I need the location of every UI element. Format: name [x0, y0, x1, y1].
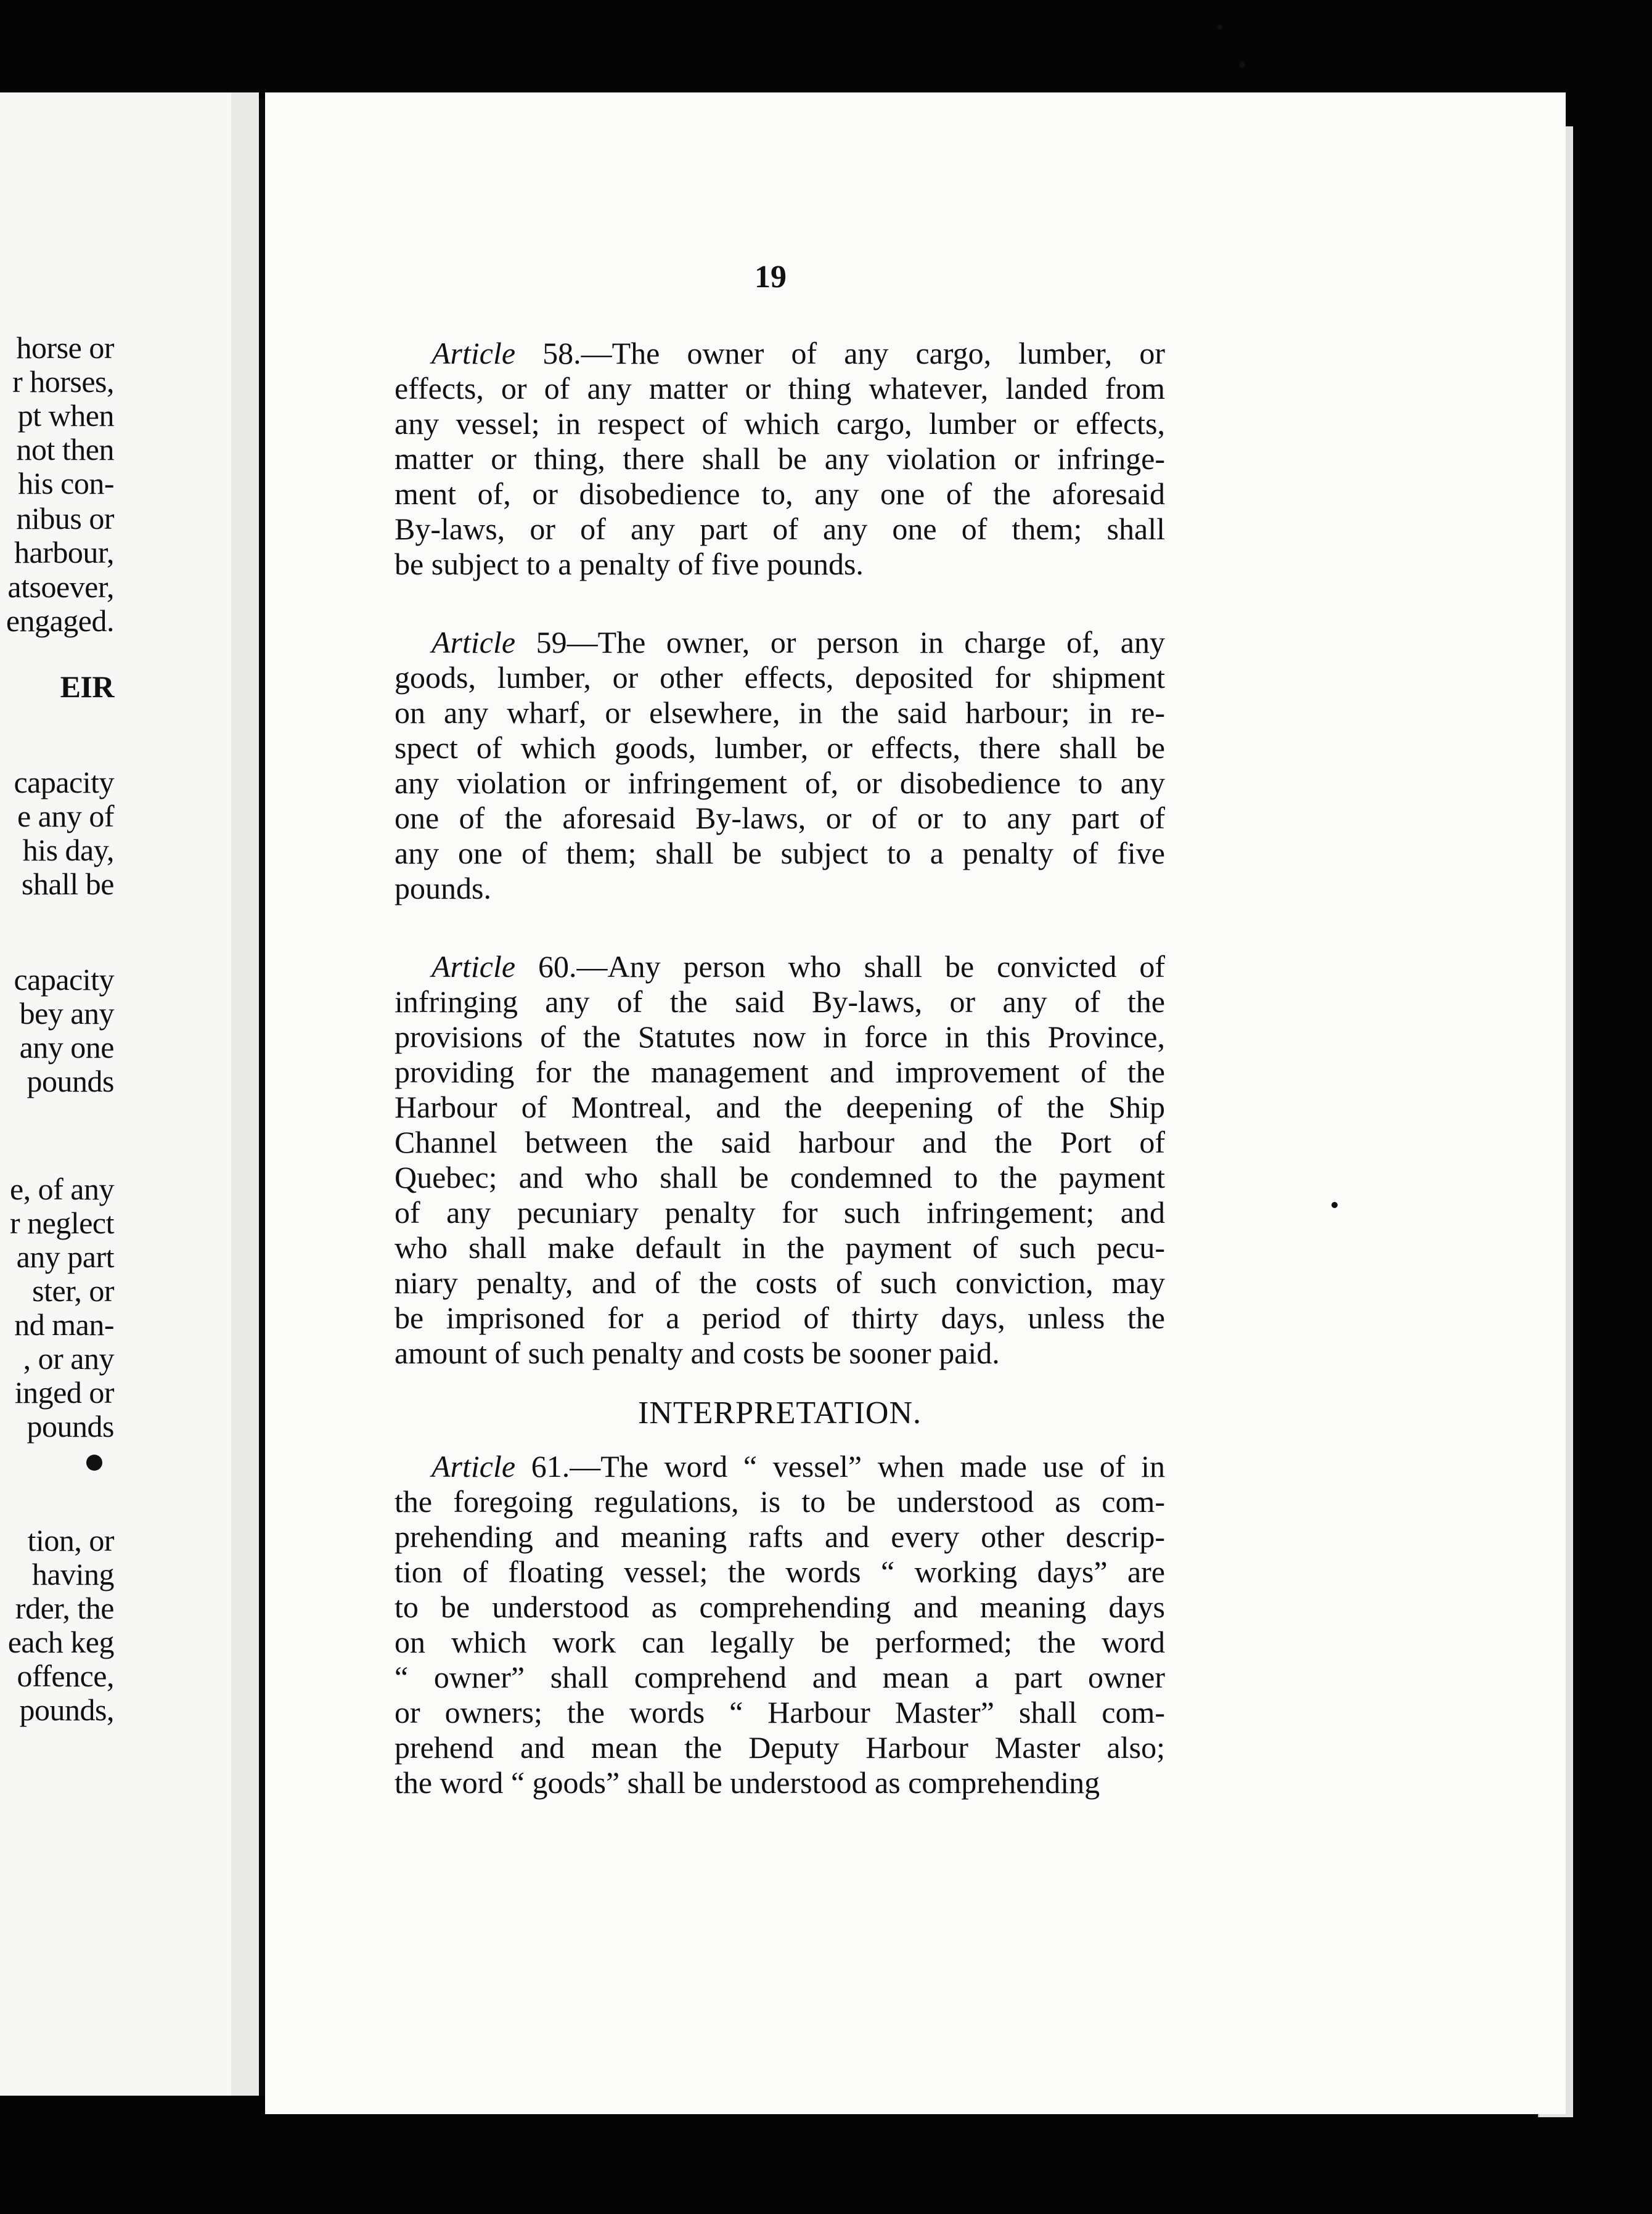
article-58 [395, 336, 1165, 582]
section-heading: INTERPRETATION. [637, 1395, 922, 1431]
text-line: providing for the management and improvement of the [395, 1055, 1165, 1089]
left-page-line: inged or [14, 1375, 114, 1410]
left-page-line: any one [19, 1030, 114, 1064]
text-line: of any pecuniary penalty for such infringement; and [395, 1195, 1165, 1230]
text-line: to be understood as comprehending and meaning days [395, 1590, 1165, 1624]
left-page-line: nibus or [16, 501, 114, 536]
left-page-line: capacity [14, 765, 114, 799]
text-line: Channel between the said harbour and the Port of [395, 1125, 1165, 1159]
article-number: 59 [536, 625, 567, 660]
left-page-line: r horses, [12, 364, 114, 399]
left-page-line: rder, the [15, 1591, 114, 1625]
text-line: on which work can legally be performed; the word [395, 1625, 1165, 1659]
left-page-line: ster, or [32, 1273, 114, 1308]
left-page-line: horse or [16, 330, 114, 365]
text-line: Quebec; and who shall be condemned to the payment [395, 1160, 1165, 1195]
left-page-line: engaged. [6, 603, 114, 638]
text-line: amount of such penalty and costs be sooner paid. [395, 1336, 1000, 1370]
left-page-line: nd man- [14, 1307, 114, 1342]
text-line: niary penalty, and of the costs of such conviction, may [395, 1265, 1165, 1300]
article-text: —The owner, or person in charge of, any [566, 625, 1165, 660]
text-line: on any wharf, or elsewhere, in the said harbour; in re- [395, 695, 1165, 730]
text-line: Harbour of Montreal, and the deepening of the Ship [395, 1090, 1165, 1124]
text-line: infringing any of the said By-laws, or any of the [395, 984, 1165, 1019]
scan-speck [1239, 62, 1245, 68]
spine-shadow [259, 99, 264, 2096]
text-line: spect of which goods, lumber, or effects, there shall be [395, 730, 1165, 765]
text-line [395, 625, 1165, 660]
left-page-line: his day, [22, 833, 114, 867]
text-line: provisions of the Statutes now in force in this Province, [395, 1019, 1165, 1054]
article-number: 58. [542, 336, 581, 370]
page-number: 19 [754, 259, 787, 295]
article-label: Article [431, 336, 543, 370]
article-61 [395, 1449, 1165, 1800]
left-page-line: not then [16, 432, 114, 467]
article-label: Article [431, 949, 538, 984]
text-line: be imprisoned for a period of thirty days, unless the [395, 1301, 1165, 1335]
text-line: any vessel; in respect of which cargo, lumber or effects, [395, 406, 1165, 441]
article-text: —The owner of any cargo, lumber, or [581, 336, 1166, 370]
article-text: —Any person who shall be convicted of [576, 949, 1166, 984]
left-page-line: pounds, [19, 1693, 114, 1727]
text-line: By-laws, or of any part of any one of them; shall [395, 512, 1165, 546]
left-page-line: offence, [17, 1659, 114, 1693]
text-line: effects, or of any matter or thing whatever, landed from [395, 371, 1165, 406]
left-page-line: tion, or [27, 1523, 114, 1558]
left-page-line: pounds [27, 1064, 114, 1098]
left-page-line: his con- [18, 466, 114, 500]
text-line: any one of them; shall be subject to a penalty of five [395, 836, 1165, 870]
left-page-line: , or any [23, 1341, 114, 1376]
left-page [0, 92, 231, 2096]
left-page-line: atsoever, [7, 570, 114, 604]
left-page-line: pounds [27, 1409, 114, 1444]
left-page-line: any part [16, 1240, 114, 1274]
text-line: prehending and meaning rafts and every other descrip- [395, 1519, 1165, 1554]
text-line: goods, lumber, or other effects, deposited for shipment [395, 660, 1165, 695]
scan-speck [86, 1455, 102, 1471]
gutter [231, 92, 259, 2096]
left-page-line: EIR [60, 669, 114, 704]
scan-speck [1331, 1202, 1338, 1208]
scan-speck [1217, 25, 1222, 30]
left-page-line: harbour, [14, 535, 114, 570]
left-page-line: e, of any [9, 1172, 114, 1206]
left-page-line: pt when [17, 398, 114, 433]
left-page-line: bey any [19, 996, 114, 1031]
left-page-line: shall be [21, 867, 114, 901]
text-line: “ owner” shall comprehend and mean a part owner [395, 1660, 1165, 1694]
article-59 [395, 625, 1165, 906]
article-60 [395, 949, 1165, 1371]
text-line: the foregoing regulations, is to be understood as com- [395, 1484, 1165, 1519]
text-line: one of the aforesaid By-laws, or of or to any part of [395, 801, 1165, 835]
text-line [395, 336, 1165, 371]
text-line: matter or thing, there shall be any violation or infringe- [395, 441, 1165, 476]
text-line: be subject to a penalty of five pounds. [395, 547, 864, 581]
left-page-line: capacity [14, 962, 114, 997]
text-line [395, 1449, 1165, 1484]
text-line: prehend and mean the Deputy Harbour Master also; [395, 1730, 1165, 1765]
text-line: or owners; the words “ Harbour Master” shall com- [395, 1695, 1165, 1730]
text-line: any violation or infringement of, or disobedience to any [395, 766, 1165, 800]
article-number: 60. [538, 949, 577, 984]
article-label: Article [431, 625, 536, 660]
left-page-line: having [31, 1557, 114, 1591]
left-page-line: r neglect [9, 1206, 114, 1240]
article-text: —The word “ vessel” when made use of in [570, 1449, 1165, 1484]
left-page-line: each keg [7, 1625, 114, 1659]
article-label: Article [431, 1449, 531, 1484]
text-line [395, 949, 1165, 984]
text-line: the word “ goods” shall be understood as comprehending [395, 1765, 1100, 1800]
text-line: who shall make default in the payment of such pecu- [395, 1230, 1165, 1265]
text-line: tion of floating vessel; the words “ working days” are [395, 1554, 1165, 1589]
article-number: 61. [531, 1449, 570, 1484]
body-text [395, 336, 1165, 1844]
text-line: ment of, or disobedience to, any one of the aforesaid [395, 476, 1165, 511]
left-page-line: e any of [17, 799, 114, 833]
text-line: pounds. [395, 871, 491, 905]
